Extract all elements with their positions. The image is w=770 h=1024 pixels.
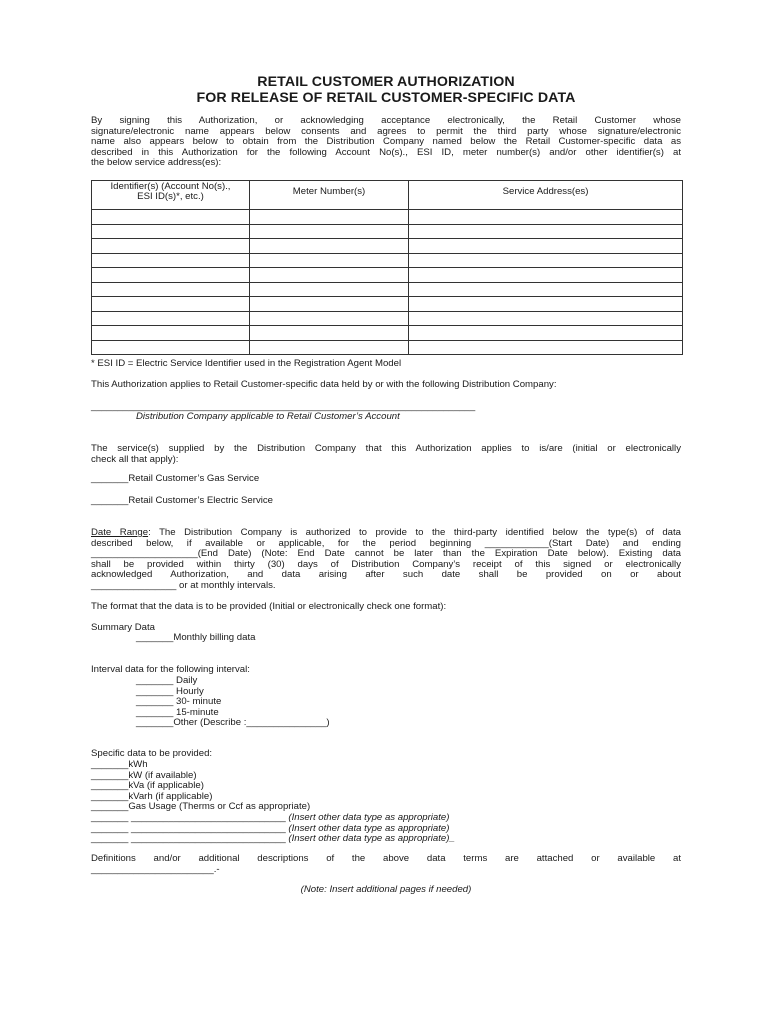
identifier-cell[interactable] (92, 253, 250, 268)
date-range-paragraph (91, 528, 681, 592)
address-cell[interactable] (409, 326, 683, 341)
monthly-billing-option[interactable]: _______Monthly billing data (136, 632, 256, 643)
specific-data-label: Specific data to be provided: (91, 748, 213, 759)
date-range-label: Date Range (91, 527, 149, 538)
identifier-header-line: ESI ID(s)*, etc.) (137, 191, 204, 203)
meter-cell[interactable] (250, 326, 409, 341)
date-range-line: ____________________(End Date) (Note: End Date cannot be later than the Expiration Date below). Existing data (91, 548, 681, 560)
specific-option-gas-usage[interactable]: _______Gas Usage (Therms or Ccf as appropriate) (91, 801, 311, 813)
esi-id-footnote: * ESI ID = Electric Service Identifier used in the Registration Agent Model (91, 358, 402, 369)
electric-service-option[interactable]: _______Retail Customer’s Electric Service (91, 495, 274, 506)
specific-option-kwh[interactable]: _______kWh (91, 759, 148, 770)
date-range-line-rest: : The Distribution Company is authorized to provide to the third-party identified below the type(s) of data (148, 527, 681, 538)
address-cell[interactable] (409, 268, 683, 283)
document-title-line1: RETAIL CUSTOMER AUTHORIZATION (257, 74, 515, 90)
table-row (92, 282, 683, 297)
identifier-table (91, 180, 683, 355)
meter-cell[interactable] (250, 311, 409, 326)
services-line: The service(s) supplied by the Distribution Company that this Authorization applies to is/are (initial or electronically (91, 443, 681, 454)
date-range-line: acknowledged Authorization, and data arising after such date shall be provided on or about (91, 569, 681, 581)
identifier-cell[interactable] (92, 297, 250, 312)
date-range-line (91, 528, 681, 539)
interval-option-daily[interactable]: _______ Daily (136, 675, 198, 686)
address-cell[interactable] (409, 239, 683, 254)
address-cell[interactable] (409, 311, 683, 326)
interval-data-label: Interval data for the following interval: (91, 664, 250, 675)
identifier-cell[interactable] (92, 282, 250, 297)
interval-option-30-minute[interactable]: _______ 30- minute (136, 696, 222, 708)
specific-option-kva[interactable]: _______kVa (if applicable) (91, 780, 204, 792)
interval-option-other[interactable]: _______Other (Describe :_______________) (136, 717, 330, 729)
table-row (92, 340, 683, 355)
specific-data-list (91, 760, 455, 845)
identifier-column-header (92, 181, 250, 210)
meter-cell[interactable] (250, 210, 409, 225)
date-range-line: ________________ or at monthly intervals. (91, 579, 276, 591)
services-paragraph (91, 444, 681, 465)
meter-cell[interactable] (250, 282, 409, 297)
table-row (92, 239, 683, 254)
table-row (92, 253, 683, 268)
identifier-cell[interactable] (92, 326, 250, 341)
other-data-type-blank[interactable]: _______ _____________________________ (91, 811, 286, 823)
gas-service-option[interactable]: _______Retail Customer’s Gas Service (91, 473, 260, 484)
table-row (92, 311, 683, 326)
intro-line: By signing this Authorization, or acknowledging acceptance electronically, the Retail Customer whose (91, 115, 681, 126)
distribution-company-blank[interactable]: ________________________________________________________________________ (91, 401, 476, 412)
address-cell[interactable] (409, 297, 683, 312)
identifier-cell[interactable] (92, 340, 250, 355)
other-data-type-note: (Insert other data type as appropriate) (285, 822, 450, 834)
table-row (92, 224, 683, 239)
identifier-cell[interactable] (92, 239, 250, 254)
meter-cell[interactable] (250, 268, 409, 283)
meter-cell[interactable] (250, 239, 409, 254)
meter-cell[interactable] (250, 297, 409, 312)
address-cell[interactable] (409, 253, 683, 268)
intro-line: the below service address(es): (91, 157, 222, 169)
address-cell[interactable] (409, 210, 683, 225)
table-row (92, 297, 683, 312)
intro-paragraph (91, 116, 681, 169)
intro-line: name also appears below to obtain from the Distribution Company named below the Retail Customer-specific data as (91, 136, 681, 148)
interval-options-list (136, 676, 330, 729)
document-title-line2: FOR RELEASE OF RETAIL CUSTOMER-SPECIFIC DATA (196, 90, 576, 106)
definitions-paragraph (91, 854, 681, 875)
meter-cell[interactable] (250, 253, 409, 268)
summary-data-label: Summary Data (91, 622, 155, 633)
applies-text: This Authorization applies to Retail Customer-specific data held by or with the following Distribution Company: (91, 379, 557, 390)
intro-line: signature/electronic name appears below consents and agrees to permit the third party whose signature/electronic (91, 125, 681, 137)
other-data-type-note: (Insert other data type as appropriate) (285, 811, 450, 823)
address-column-header: Service Address(es) (409, 181, 683, 210)
identifier-cell[interactable] (92, 224, 250, 239)
distribution-company-caption: Distribution Company applicable to Retail Customer’s Account (136, 411, 400, 422)
address-cell[interactable] (409, 340, 683, 355)
definitions-line: Definitions and/or additional descriptions of the above data terms are attached or available at (91, 853, 681, 864)
table-header-row (92, 181, 683, 210)
meter-cell[interactable] (250, 340, 409, 355)
interval-option-15-minute[interactable]: _______ 15-minute (136, 706, 219, 718)
identifier-cell[interactable] (92, 210, 250, 225)
identifier-header-line: Identifier(s) (Account No(s)., (110, 181, 231, 192)
definitions-link-blank[interactable]: _______________________.- (91, 863, 220, 875)
date-range-line: shall be provided within thirty (30) days of Distribution Company’s receipt of this signed or electronically (91, 558, 681, 570)
address-cell[interactable] (409, 224, 683, 239)
other-data-type-blank[interactable]: _______ _____________________________ (91, 822, 286, 834)
meter-cell[interactable] (250, 224, 409, 239)
additional-pages-note: (Note: Insert additional pages if needed) (300, 884, 472, 895)
identifier-cell[interactable] (92, 311, 250, 326)
date-range-line: described below, if available or applicable, for the period beginning ____________(Start Date) and ending (91, 537, 681, 549)
specific-option-kvarh[interactable]: _______kVarh (if applicable) (91, 790, 213, 802)
other-data-type-note: (Insert other data type as appropriate)_ (285, 833, 455, 845)
specific-option-kw[interactable]: _______kW (if available) (91, 769, 197, 781)
address-cell[interactable] (409, 282, 683, 297)
intro-line: described in this Authorization for the following Account No(s)., ESI ID, meter number(s) and/or other identifier(s) at (91, 146, 681, 158)
format-intro: The format that the data is to be provided (Initial or electronically check one format): (91, 601, 447, 612)
interval-option-hourly[interactable]: _______ Hourly (136, 685, 204, 697)
services-line: check all that apply): (91, 453, 179, 465)
table-row (92, 326, 683, 341)
table-row (92, 210, 683, 225)
other-data-type-blank[interactable]: _______ _____________________________ (91, 833, 286, 845)
meter-column-header: Meter Number(s) (250, 181, 409, 210)
other-data-type-row[interactable] (91, 834, 455, 845)
identifier-cell[interactable] (92, 268, 250, 283)
table-row (92, 268, 683, 283)
